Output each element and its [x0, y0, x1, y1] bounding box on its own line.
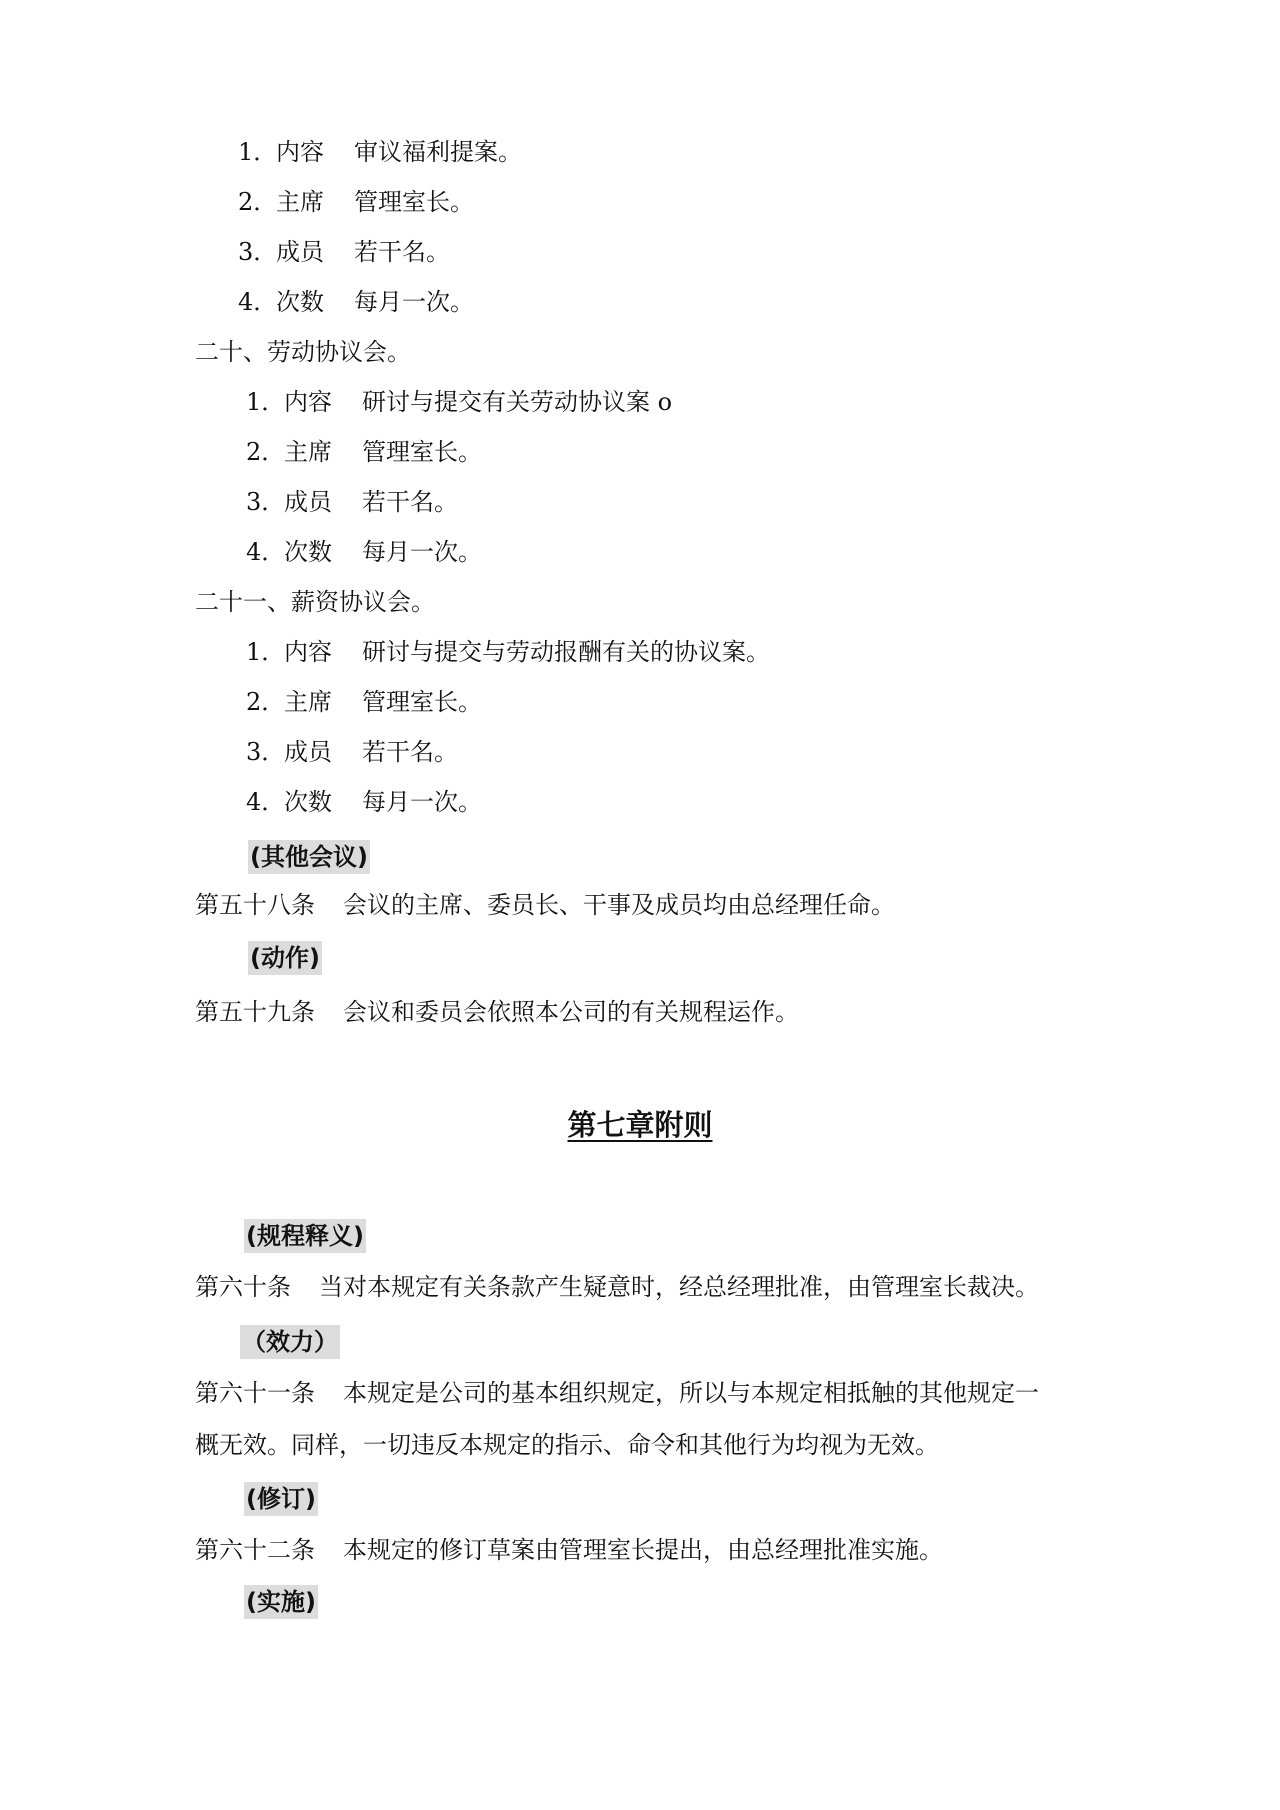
- item-number: 1．: [238, 138, 278, 166]
- article-label-validity: （效力）: [240, 1325, 340, 1359]
- item-value: 每月一次。: [362, 788, 482, 816]
- article-61: [195, 1378, 1039, 1408]
- item-key: 次数: [284, 788, 332, 816]
- chapter-title: [0, 1105, 1280, 1145]
- item-number: 2．: [246, 688, 286, 716]
- list-item: [246, 687, 482, 717]
- section-heading-20: 二十、劳动协议会。: [195, 338, 411, 366]
- item-value: 每月一次。: [362, 538, 482, 566]
- article-number: 第六十条: [195, 1273, 291, 1301]
- item-value: 若干名。: [362, 488, 458, 516]
- item-value: 管理室长。: [362, 438, 482, 466]
- item-number: 3．: [246, 488, 286, 516]
- item-key: 主席: [284, 438, 332, 466]
- list-item: [246, 737, 458, 767]
- article-label-implementation: (实施): [244, 1585, 318, 1619]
- item-number: 4．: [246, 788, 286, 816]
- article-label-interpretation: (规程释义): [244, 1219, 366, 1253]
- list-item: [246, 437, 482, 467]
- item-key: 次数: [276, 288, 324, 316]
- article-60: [195, 1272, 1039, 1302]
- item-number: 3．: [238, 238, 278, 266]
- article-text: 会议和委员会依照本公司的有关规程运作。: [343, 998, 799, 1026]
- article-text: 当对本规定有关条款产生疑意时，经总经理批准，由管理室长裁决。: [319, 1273, 1039, 1301]
- list-item: [246, 637, 770, 667]
- item-key: 内容: [276, 138, 324, 166]
- item-number: 4．: [238, 288, 278, 316]
- chapter-title-text: 第七章附则: [567, 1108, 713, 1142]
- item-key: 成员: [284, 738, 332, 766]
- list-item: [246, 387, 672, 417]
- article-59: [195, 997, 799, 1027]
- item-key: 主席: [276, 188, 324, 216]
- item-number: 2．: [238, 188, 278, 216]
- list-item: [246, 787, 482, 817]
- article-58: [195, 890, 895, 920]
- item-value: 管理室长。: [362, 688, 482, 716]
- item-key: 次数: [284, 538, 332, 566]
- article-61-continuation: 概无效。同样，一切违反本规定的指示、命令和其他行为均视为无效。: [195, 1431, 939, 1459]
- list-item: [238, 187, 474, 217]
- list-item: [238, 137, 522, 167]
- list-item: [246, 537, 482, 567]
- item-number: 4．: [246, 538, 286, 566]
- item-key: 内容: [284, 638, 332, 666]
- article-number: 第五十八条: [195, 891, 315, 919]
- item-number: 1．: [246, 388, 286, 416]
- list-item: [238, 237, 450, 267]
- article-label-operation: (动作): [248, 941, 322, 975]
- item-value: 每月一次。: [354, 288, 474, 316]
- item-number: 2．: [246, 438, 286, 466]
- item-value: 管理室长。: [354, 188, 474, 216]
- article-label-revision: (修订): [244, 1482, 318, 1516]
- list-item: [238, 287, 474, 317]
- article-text: 本规定的修订草案由管理室长提出，由总经理批准实施。: [343, 1536, 943, 1564]
- article-number: 第六十一条: [195, 1379, 315, 1407]
- list-item: [246, 487, 458, 517]
- section-heading-21: 二十一、薪资协议会。: [195, 588, 435, 616]
- item-value: 审议福利提案。: [354, 138, 522, 166]
- article-number: 第五十九条: [195, 998, 315, 1026]
- item-value: 若干名。: [362, 738, 458, 766]
- article-text: 会议的主席、委员长、干事及成员均由总经理任命。: [343, 891, 895, 919]
- item-key: 主席: [284, 688, 332, 716]
- article-number: 第六十二条: [195, 1536, 315, 1564]
- item-value: 研讨与提交与劳动报酬有关的协议案。: [362, 638, 770, 666]
- item-number: 1．: [246, 638, 286, 666]
- item-key: 成员: [276, 238, 324, 266]
- item-key: 内容: [284, 388, 332, 416]
- article-label-other-meetings: (其他会议): [248, 840, 370, 874]
- item-key: 成员: [284, 488, 332, 516]
- item-value: 研讨与提交有关劳动协议案 o: [362, 388, 673, 416]
- item-value: 若干名。: [354, 238, 450, 266]
- item-number: 3．: [246, 738, 286, 766]
- article-text-line-1: 本规定是公司的基本组织规定，所以与本规定相抵触的其他规定一: [343, 1379, 1039, 1407]
- article-62: [195, 1535, 943, 1565]
